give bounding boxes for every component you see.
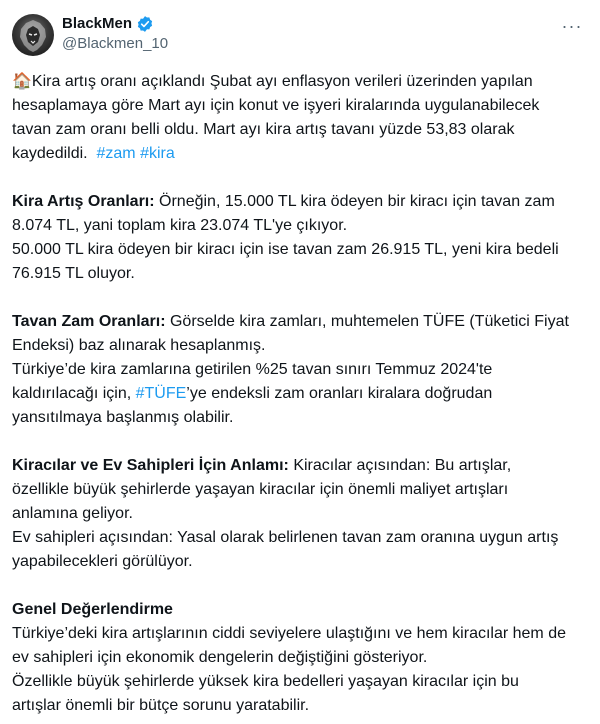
section-heading: Kiracılar ve Ev Sahipleri İçin Anlamı: (12, 457, 289, 474)
section-text-line: 50.000 TL kira ödeyen bir kiracı için ise tavan zam 26.915 TL, yeni kira bedeli 76.915 TL oluyor. (12, 241, 559, 282)
intro-text: Kira artış oranı açıklandı Şubat ayı enflasyon verileri üzerinden yapılan hesaplamaya göre Mart ayı için konut ve işyeri kiralarında uygulanabilecek tavan zam oranı belli oldu. Mart ayı kira artış tavanı yüzde 53,83 olarak kaydedildi. (12, 73, 540, 162)
tweet-header (12, 12, 588, 60)
display-name-text[interactable]: BlackMen (62, 15, 133, 32)
lion-avatar-icon (12, 14, 54, 56)
house-emoji-icon: 🏠 (12, 73, 32, 90)
section-text: Kiracılar açısından: Bu artışlar, özellikle büyük şehirlerde yaşayan kiracılar için önemli maliyet artışları anlamına geliyor. (12, 457, 512, 522)
section-kiracilar (12, 454, 572, 526)
section-heading: Genel Değerlendirme (12, 601, 173, 618)
section-text-line (12, 358, 572, 430)
tweet-text (12, 70, 572, 718)
section-kira-artis (12, 190, 572, 238)
section-heading: Kira Artış Oranları: (12, 193, 155, 210)
intro-paragraph (12, 70, 572, 166)
section-text: ’ye endeksli zam oranları kiralara doğrudan yansıtılmaya başlanmış olabilir. (12, 385, 493, 426)
display-name[interactable] (62, 14, 168, 34)
user-handle[interactable]: @Blackmen_10 (62, 35, 169, 52)
hashtag-zam[interactable]: #zam (96, 145, 136, 162)
hashtag-tufe[interactable]: #TÜFE (135, 385, 187, 402)
verified-badge-icon (136, 15, 154, 33)
hashtag-kira[interactable]: #kira (140, 145, 175, 162)
section-text: Türkiye’de kira zamlarına getirilen %25 tavan sınırı Temmuz 2024'te kaldırılacağı için, (12, 361, 493, 402)
section-text-line: Ev sahipleri açısından: Yasal olarak belirlenen tavan zam oranına uygun artış yapabilecekleri görülüyor. (12, 529, 559, 570)
section-text-line: Özellikle büyük şehirlerde yüksek kira bedelleri yaşayan kiracılar için bu artışlar önemli bir bütçe sorunu yaratabilir. (12, 673, 519, 714)
section-text: Örneğin, 15.000 TL kira ödeyen bir kiracı için tavan zam 8.074 TL, yani toplam kira 23.074 TL'ye çıkıyor. (12, 193, 555, 234)
section-heading: Tavan Zam Oranları: (12, 313, 166, 330)
section-text-line: Türkiye’deki kira artışlarının ciddi seviyelere ulaştığını ve hem kiracılar hem de ev sahipleri için ekonomik dengelerin değiştiğini gösteriyor. (12, 625, 566, 666)
more-options-icon[interactable]: ··· (561, 16, 583, 36)
avatar[interactable] (12, 14, 54, 56)
section-tavan-zam (12, 310, 572, 358)
section-text: Görselde kira zamları, muhtemelen TÜFE (Tüketici Fiyat Endeksi) baz alınarak hesaplanmış. (12, 313, 569, 354)
